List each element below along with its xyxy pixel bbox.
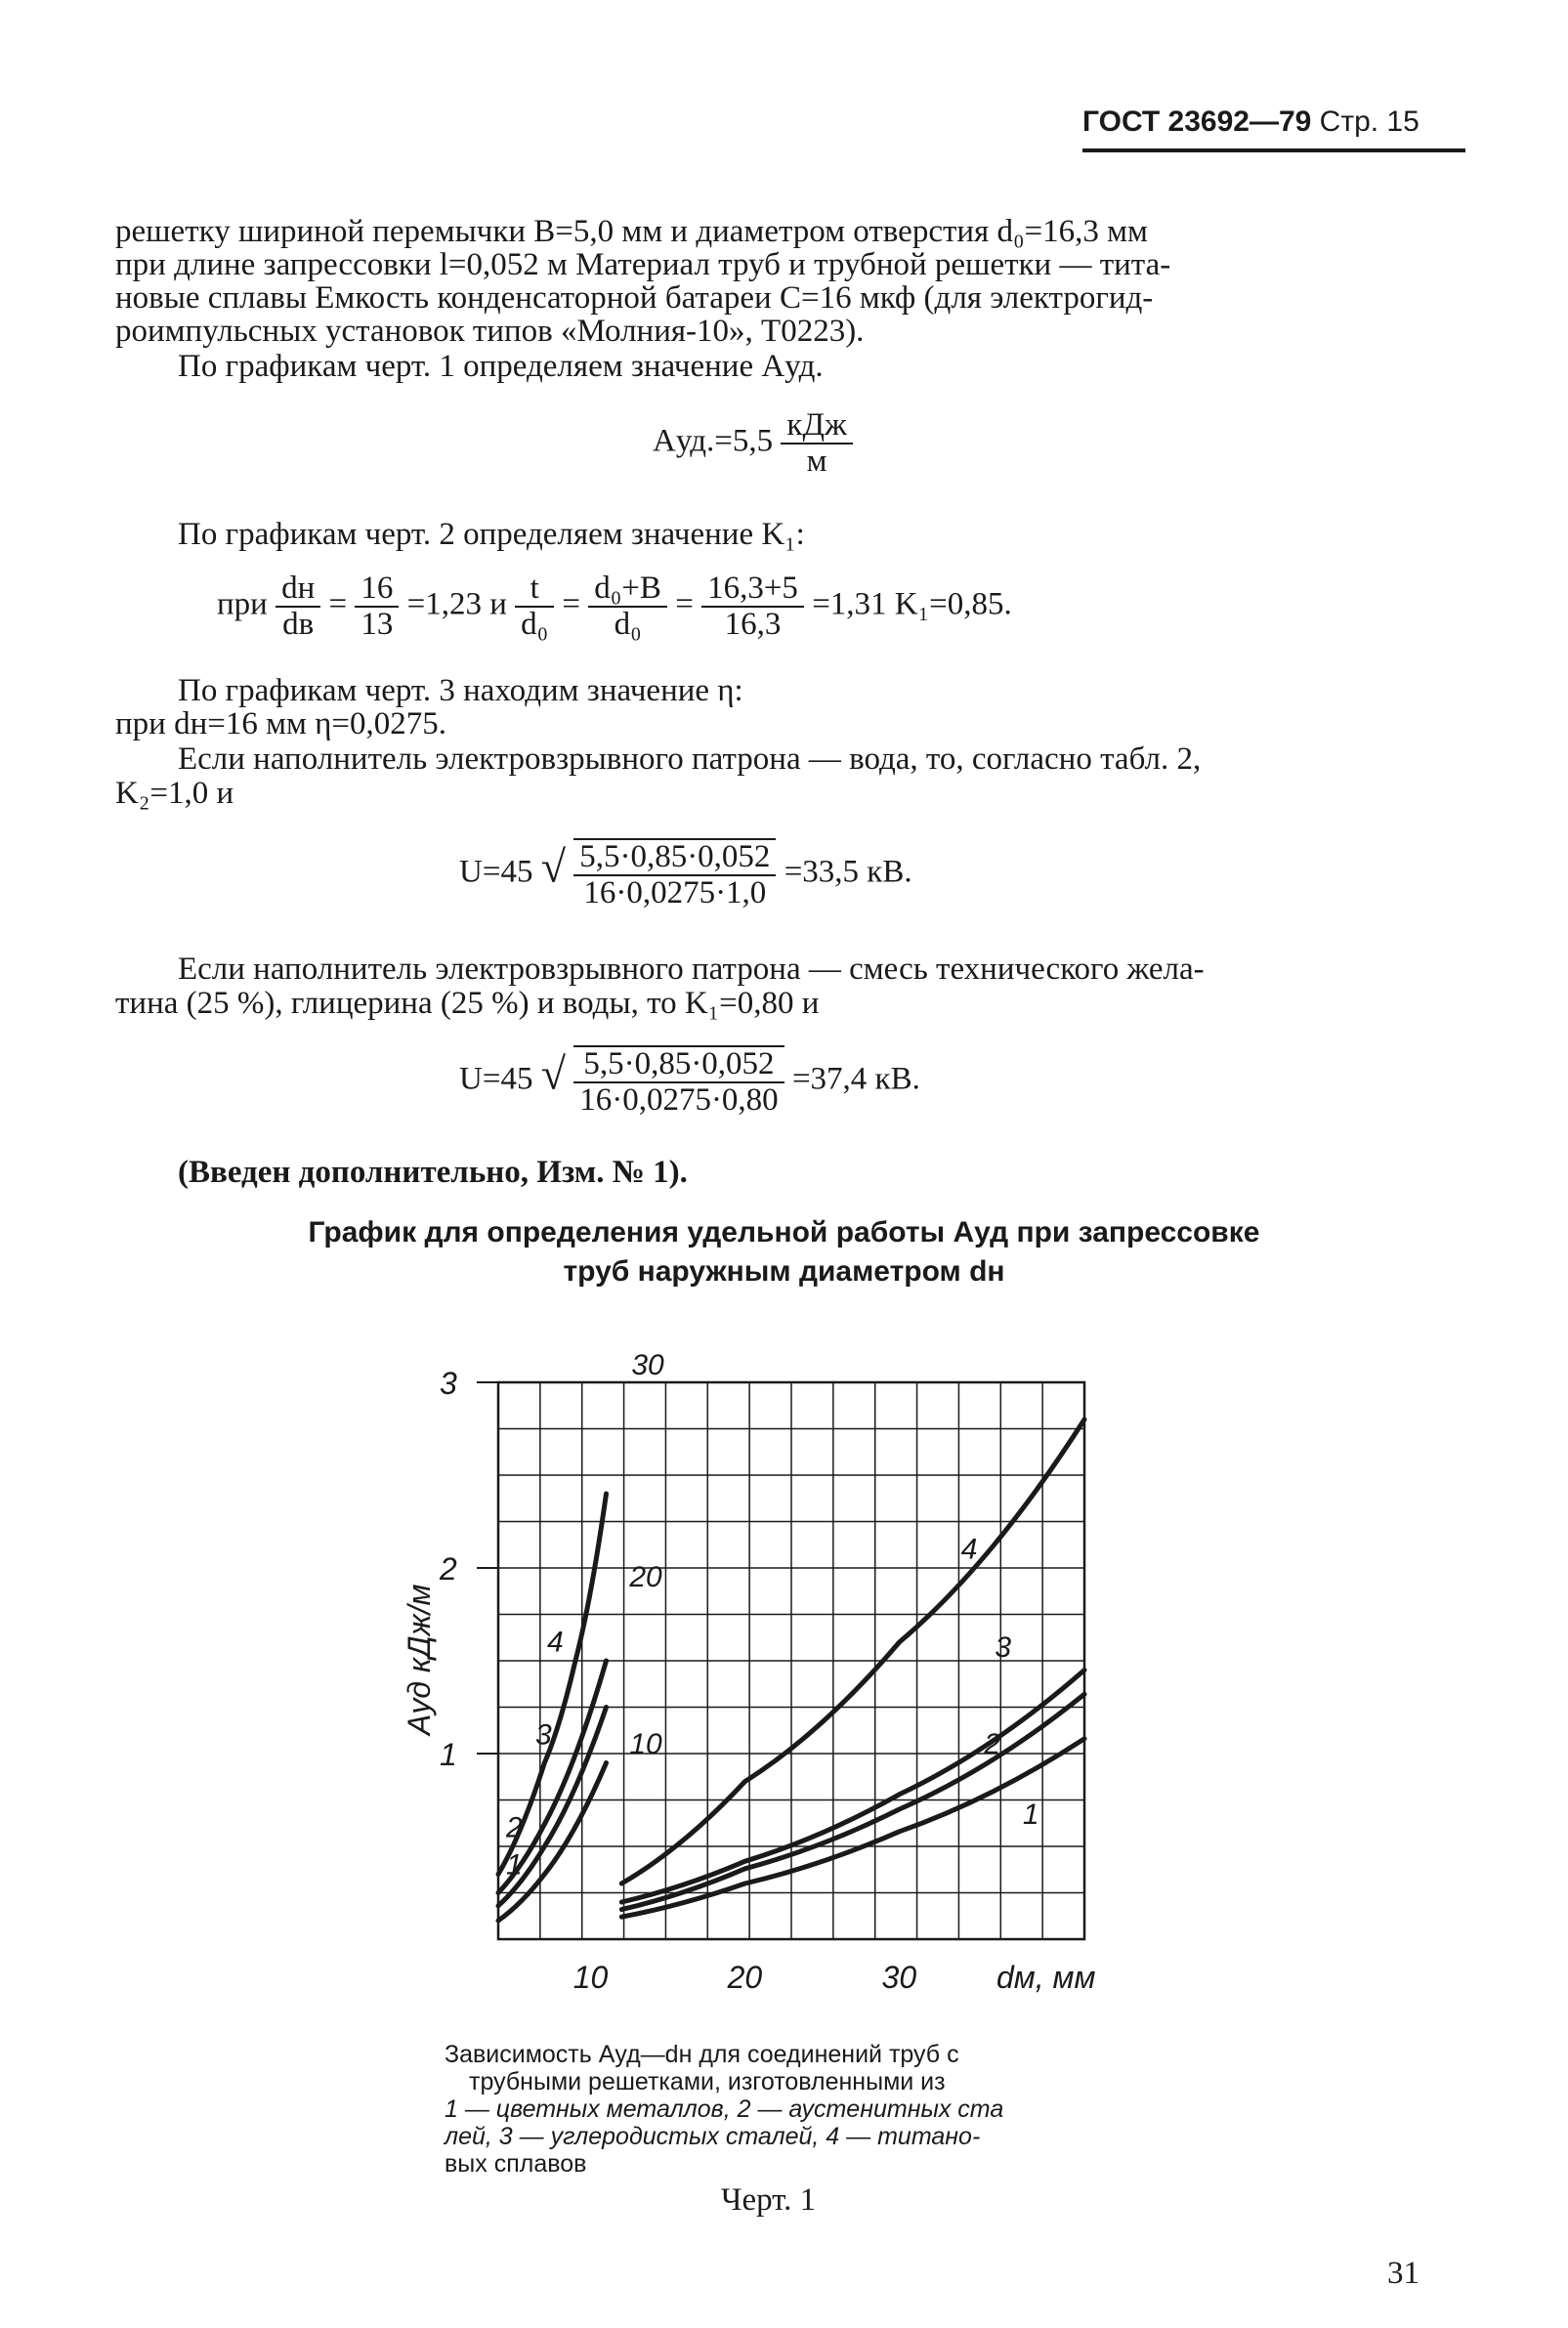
formula-u1 (459, 838, 912, 910)
text-line: Если наполнитель электровзрывного патрона — вода, то, согласно табл. 2, (178, 741, 1202, 777)
formula-text: U=45 (459, 854, 533, 890)
text-line: По графикам черт. 2 определяем значение K₁: (178, 517, 805, 552)
text-line: новые сплавы Емкость конденсаторной батареи C=16 мкф (для электрогид- (115, 280, 1154, 316)
fraction-numerator: t (515, 571, 554, 608)
fraction-denominator: d₀ (614, 607, 642, 642)
fraction-numerator: 16 (355, 571, 399, 608)
fraction (588, 571, 667, 642)
formula-a (653, 408, 853, 479)
fraction-numerator: dн (275, 571, 320, 608)
fraction-numerator: кДж (781, 408, 852, 444)
page-number: 31 (1387, 2256, 1420, 2291)
formula-text: = (328, 586, 348, 622)
curve-label-left: 2 (506, 1811, 523, 1844)
x-tick-label: 30 (881, 1960, 917, 1995)
fraction-numerator: 16,3+5 (701, 571, 804, 608)
curve-label-left: 1 (506, 1848, 523, 1882)
fraction (515, 571, 554, 642)
formula-a-fraction (781, 408, 852, 479)
formula-text: =1,23 и (406, 586, 507, 622)
fraction-denominator: 16,3 (724, 607, 782, 642)
y-tick-label: 3 (440, 1366, 457, 1401)
formula-text: =33,5 кВ. (784, 854, 912, 890)
fraction-denominator: d₀ (521, 607, 549, 642)
caption-line: трубными решетками, изготовленными из (469, 2068, 946, 2095)
caption-line: 1 — цветных металлов, 2 — аустенитных ста (445, 2095, 1004, 2123)
sqrt-sign: √ (540, 1048, 566, 1099)
text-line: при длине запрессовки l=0,052 м Материал труб и трубной решетки — тита- (115, 247, 1171, 282)
curve-3-right (621, 1671, 1084, 1903)
header-rule (1082, 148, 1465, 152)
text-line: тина (25 %), глицерина (25 %) и воды, то K₁=0,80 и (115, 986, 820, 1021)
formula-text: при (217, 586, 268, 622)
curve-label-left: 3 (535, 1718, 552, 1752)
fraction-denominator: м (806, 444, 827, 479)
y-tick-label: 1 (440, 1737, 457, 1772)
amendment-note: (Введен дополнительно, Изм. № 1). (178, 1155, 688, 1190)
running-header (1082, 106, 1420, 139)
y-axis-label: Aуд кДж/м (402, 1584, 437, 1735)
fraction-denominator: dв (282, 607, 315, 642)
fraction-denominator: 16·0,0275·0,80 (579, 1082, 779, 1118)
formula-text: =1,31 K₁=0,85. (812, 586, 1012, 622)
caption-line: Зависимость Aуд—dн для соединений труб с (445, 2041, 959, 2068)
fraction-numerator: 5,5·0,85·0,052 (573, 1047, 784, 1083)
text-line: роимпульсных установок типов «Молния-10», Т0223). (115, 314, 865, 349)
formula-k (217, 571, 1012, 642)
gost-number: ГОСТ 23692—79 (1082, 106, 1312, 138)
inset-scale-label: 10 (629, 1728, 662, 1760)
formula-a-lhs: Aуд.=5,5 (653, 423, 774, 459)
x-tick-label: 10 (572, 1960, 609, 1995)
formula-text: U=45 (459, 1061, 533, 1097)
page-label: Стр. 15 (1319, 106, 1420, 138)
fraction-numerator: d₀+B (588, 571, 667, 608)
curve-label-left: 4 (547, 1626, 564, 1659)
fraction-numerator: 5,5·0,85·0,052 (573, 840, 776, 876)
formula-text: = (562, 586, 581, 622)
text-line: решетку шириной перемычки B=5,0 мм и диаметром отверстия d₀=16,3 мм (115, 214, 1148, 249)
curve-label-right: 3 (995, 1631, 1012, 1665)
fraction-denominator: 13 (360, 607, 394, 642)
curve-label-right: 4 (960, 1533, 978, 1566)
text-line: Если наполнитель электровзрывного патрона — смесь технического жела- (178, 952, 1205, 987)
formula-text: = (675, 586, 694, 622)
inset-scale-label: 20 (629, 1561, 662, 1593)
fraction (275, 571, 320, 642)
formula-u2 (459, 1045, 920, 1118)
curve-label-right: 2 (984, 1728, 1001, 1760)
caption-line: вых сплавов (445, 2150, 587, 2178)
fraction (573, 1045, 784, 1118)
text-line: K₂=1,0 и (115, 776, 234, 811)
fraction (573, 838, 776, 910)
text-line: при dн=16 мм η=0,0275. (115, 706, 446, 741)
chart (391, 1338, 1133, 2022)
fraction (701, 571, 804, 642)
graph-title-line1: График для определения удельной работы Aуд при запрессовке (308, 1216, 1260, 1249)
sqrt-sign: √ (540, 841, 566, 892)
text-line: По графикам черт. 1 определяем значение Aуд. (178, 349, 824, 384)
graph-title-line2: труб наружным диаметром dн (563, 1255, 1005, 1288)
formula-text: =37,4 кВ. (791, 1061, 920, 1097)
y-tick-label: 2 (440, 1551, 457, 1587)
curve-label-right: 1 (1022, 1799, 1039, 1832)
curve-4-right (621, 1419, 1084, 1884)
inset-scale-label: 30 (631, 1349, 664, 1381)
caption-line: лей, 3 — углеродистых сталей, 4 — титано- (445, 2123, 981, 2150)
fraction (355, 571, 399, 642)
text-line: По графикам черт. 3 находим значение η: (178, 673, 743, 708)
x-tick-label: 20 (727, 1960, 763, 1995)
figure-label: Черт. 1 (721, 2182, 817, 2218)
x-axis-label: dм, мм (996, 1960, 1096, 1995)
fraction-denominator: 16·0,0275·1,0 (583, 875, 767, 910)
